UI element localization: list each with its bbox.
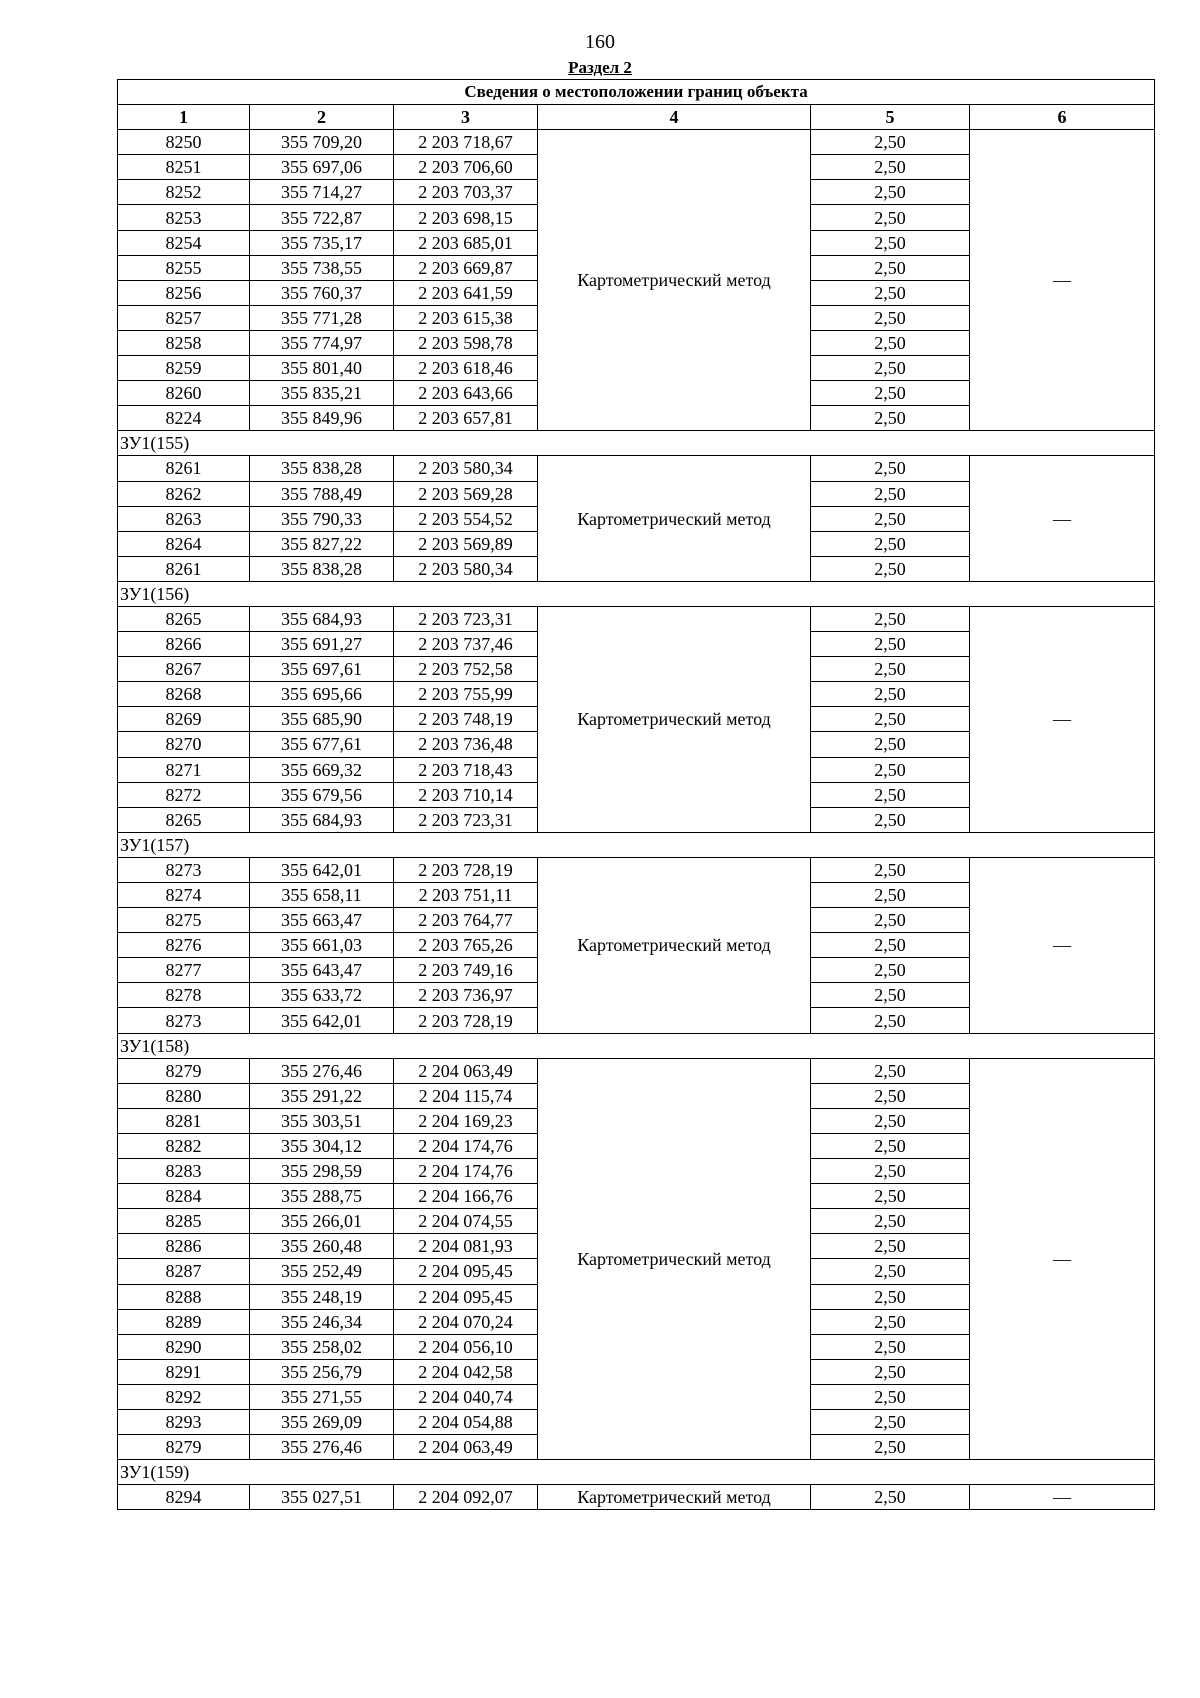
x-coordinate-cell: 355 691,27 [250,632,394,657]
accuracy-cell: 2,50 [811,1309,970,1334]
y-coordinate-cell: 2 203 641,59 [394,280,538,305]
y-coordinate-cell: 2 203 749,16 [394,958,538,983]
y-coordinate-cell: 2 203 751,11 [394,883,538,908]
point-number-cell: 8264 [118,531,250,556]
accuracy-cell: 2,50 [811,1384,970,1409]
method-cell: Картометрический метод [538,606,811,832]
column-6-cell: — [970,857,1155,1033]
accuracy-cell: 2,50 [811,1485,970,1510]
y-coordinate-cell: 2 203 706,60 [394,155,538,180]
accuracy-cell: 2,50 [811,682,970,707]
accuracy-cell: 2,50 [811,280,970,305]
point-number-cell: 8250 [118,130,250,155]
accuracy-cell: 2,50 [811,707,970,732]
y-coordinate-cell: 2 203 748,19 [394,707,538,732]
y-coordinate-cell: 2 204 174,76 [394,1159,538,1184]
accuracy-cell: 2,50 [811,481,970,506]
x-coordinate-cell: 355 685,90 [250,707,394,732]
y-coordinate-cell: 2 203 710,14 [394,782,538,807]
point-number-cell: 8293 [118,1409,250,1434]
accuracy-cell: 2,50 [811,983,970,1008]
point-number-cell: 8285 [118,1209,250,1234]
y-coordinate-cell: 2 203 765,26 [394,933,538,958]
method-cell: Картометрический метод [538,1058,811,1460]
accuracy-cell: 2,50 [811,180,970,205]
accuracy-cell: 2,50 [811,1209,970,1234]
group-label: ЗУ1(156) [118,581,1155,606]
point-number-cell: 8271 [118,757,250,782]
y-coordinate-cell: 2 204 081,93 [394,1234,538,1259]
x-coordinate-cell: 355 291,22 [250,1083,394,1108]
x-coordinate-cell: 355 760,37 [250,280,394,305]
point-number-cell: 8281 [118,1108,250,1133]
accuracy-cell: 2,50 [811,1435,970,1460]
y-coordinate-cell: 2 203 569,28 [394,481,538,506]
accuracy-cell: 2,50 [811,632,970,657]
accuracy-cell: 2,50 [811,958,970,983]
x-coordinate-cell: 355 679,56 [250,782,394,807]
y-coordinate-cell: 2 203 736,48 [394,732,538,757]
column-6-cell: — [970,1058,1155,1460]
point-number-cell: 8284 [118,1184,250,1209]
x-coordinate-cell: 355 714,27 [250,180,394,205]
point-number-cell: 8277 [118,958,250,983]
y-coordinate-cell: 2 203 723,31 [394,606,538,631]
table-caption-row [118,80,1155,105]
accuracy-cell: 2,50 [811,356,970,381]
y-coordinate-cell: 2 203 728,19 [394,1008,538,1033]
point-number-cell: 8274 [118,883,250,908]
y-coordinate-cell: 2 203 737,46 [394,632,538,657]
x-coordinate-cell: 355 695,66 [250,682,394,707]
x-coordinate-cell: 355 722,87 [250,205,394,230]
accuracy-cell: 2,50 [811,1008,970,1033]
point-number-cell: 8252 [118,180,250,205]
y-coordinate-cell: 2 203 598,78 [394,330,538,355]
x-coordinate-cell: 355 835,21 [250,381,394,406]
x-coordinate-cell: 355 271,55 [250,1384,394,1409]
x-coordinate-cell: 355 260,48 [250,1234,394,1259]
y-coordinate-cell: 2 203 736,97 [394,983,538,1008]
accuracy-cell: 2,50 [811,305,970,330]
x-coordinate-cell: 355 246,34 [250,1309,394,1334]
point-number-cell: 8270 [118,732,250,757]
column-6-cell: — [970,606,1155,832]
accuracy-cell: 2,50 [811,1159,970,1184]
y-coordinate-cell: 2 203 580,34 [394,456,538,481]
accuracy-cell: 2,50 [811,657,970,682]
y-coordinate-cell: 2 203 752,58 [394,657,538,682]
table-row [118,1485,1155,1510]
y-coordinate-cell: 2 204 092,07 [394,1485,538,1510]
y-coordinate-cell: 2 203 657,81 [394,406,538,431]
accuracy-cell: 2,50 [811,1359,970,1384]
column-header: 5 [811,105,970,130]
accuracy-cell: 2,50 [811,1184,970,1209]
accuracy-cell: 2,50 [811,230,970,255]
point-number-cell: 8260 [118,381,250,406]
point-number-cell: 8276 [118,933,250,958]
accuracy-cell: 2,50 [811,1108,970,1133]
x-coordinate-cell: 355 269,09 [250,1409,394,1434]
point-number-cell: 8266 [118,632,250,657]
table-row [118,857,1155,882]
point-number-cell: 8283 [118,1159,250,1184]
group-label-row [118,581,1155,606]
table-header-row [118,105,1155,130]
accuracy-cell: 2,50 [811,330,970,355]
group-label: ЗУ1(158) [118,1033,1155,1058]
accuracy-cell: 2,50 [811,205,970,230]
x-coordinate-cell: 355 771,28 [250,305,394,330]
point-number-cell: 8268 [118,682,250,707]
point-number-cell: 8280 [118,1083,250,1108]
y-coordinate-cell: 2 203 685,01 [394,230,538,255]
point-number-cell: 8292 [118,1384,250,1409]
point-number-cell: 8289 [118,1309,250,1334]
x-coordinate-cell: 355 838,28 [250,456,394,481]
column-header: 2 [250,105,394,130]
y-coordinate-cell: 2 203 615,38 [394,305,538,330]
point-number-cell: 8261 [118,556,250,581]
accuracy-cell: 2,50 [811,1083,970,1108]
y-coordinate-cell: 2 203 580,34 [394,556,538,581]
table-body [118,130,1155,1510]
point-number-cell: 8275 [118,908,250,933]
group-label-row [118,1460,1155,1485]
x-coordinate-cell: 355 633,72 [250,983,394,1008]
x-coordinate-cell: 355 027,51 [250,1485,394,1510]
x-coordinate-cell: 355 738,55 [250,255,394,280]
y-coordinate-cell: 2 203 718,67 [394,130,538,155]
x-coordinate-cell: 355 697,06 [250,155,394,180]
point-number-cell: 8273 [118,1008,250,1033]
accuracy-cell: 2,50 [811,1259,970,1284]
point-number-cell: 8253 [118,205,250,230]
y-coordinate-cell: 2 204 042,58 [394,1359,538,1384]
column-header: 3 [394,105,538,130]
x-coordinate-cell: 355 276,46 [250,1058,394,1083]
point-number-cell: 8269 [118,707,250,732]
table-row [118,130,1155,155]
y-coordinate-cell: 2 203 728,19 [394,857,538,882]
accuracy-cell: 2,50 [811,757,970,782]
y-coordinate-cell: 2 203 703,37 [394,180,538,205]
x-coordinate-cell: 355 303,51 [250,1108,394,1133]
group-label-row [118,832,1155,857]
x-coordinate-cell: 355 266,01 [250,1209,394,1234]
accuracy-cell: 2,50 [811,1058,970,1083]
point-number-cell: 8258 [118,330,250,355]
x-coordinate-cell: 355 697,61 [250,657,394,682]
coordinates-table [117,79,1155,1510]
y-coordinate-cell: 2 204 074,55 [394,1209,538,1234]
x-coordinate-cell: 355 709,20 [250,130,394,155]
accuracy-cell: 2,50 [811,1133,970,1158]
point-number-cell: 8286 [118,1234,250,1259]
point-number-cell: 8282 [118,1133,250,1158]
accuracy-cell: 2,50 [811,807,970,832]
point-number-cell: 8265 [118,807,250,832]
table-row [118,1058,1155,1083]
accuracy-cell: 2,50 [811,933,970,958]
x-coordinate-cell: 355 735,17 [250,230,394,255]
column-6-cell: — [970,1485,1155,1510]
column-6-cell: — [970,130,1155,431]
y-coordinate-cell: 2 204 174,76 [394,1133,538,1158]
accuracy-cell: 2,50 [811,1234,970,1259]
accuracy-cell: 2,50 [811,1334,970,1359]
accuracy-cell: 2,50 [811,732,970,757]
x-coordinate-cell: 355 252,49 [250,1259,394,1284]
point-number-cell: 8272 [118,782,250,807]
x-coordinate-cell: 355 256,79 [250,1359,394,1384]
y-coordinate-cell: 2 204 095,45 [394,1284,538,1309]
group-label: ЗУ1(157) [118,832,1155,857]
column-header: 4 [538,105,811,130]
accuracy-cell: 2,50 [811,883,970,908]
point-number-cell: 8261 [118,456,250,481]
y-coordinate-cell: 2 204 063,49 [394,1058,538,1083]
method-cell: Картометрический метод [538,1485,811,1510]
point-number-cell: 8263 [118,506,250,531]
x-coordinate-cell: 355 684,93 [250,606,394,631]
accuracy-cell: 2,50 [811,381,970,406]
x-coordinate-cell: 355 827,22 [250,531,394,556]
accuracy-cell: 2,50 [811,130,970,155]
x-coordinate-cell: 355 801,40 [250,356,394,381]
x-coordinate-cell: 355 288,75 [250,1184,394,1209]
section-title: Раздел 2 [568,58,632,77]
point-number-cell: 8267 [118,657,250,682]
point-number-cell: 8265 [118,606,250,631]
method-cell: Картометрический метод [538,130,811,431]
accuracy-cell: 2,50 [811,857,970,882]
y-coordinate-cell: 2 203 764,77 [394,908,538,933]
accuracy-cell: 2,50 [811,606,970,631]
column-6-cell: — [970,456,1155,581]
point-number-cell: 8288 [118,1284,250,1309]
point-number-cell: 8254 [118,230,250,255]
accuracy-cell: 2,50 [811,908,970,933]
y-coordinate-cell: 2 203 755,99 [394,682,538,707]
point-number-cell: 8273 [118,857,250,882]
x-coordinate-cell: 355 677,61 [250,732,394,757]
point-number-cell: 8251 [118,155,250,180]
table-row [118,606,1155,631]
table-caption: Сведения о местоположении границ объекта [118,80,1155,105]
point-number-cell: 8224 [118,406,250,431]
accuracy-cell: 2,50 [811,155,970,180]
point-number-cell: 8287 [118,1259,250,1284]
point-number-cell: 8257 [118,305,250,330]
x-coordinate-cell: 355 661,03 [250,933,394,958]
point-number-cell: 8279 [118,1058,250,1083]
point-number-cell: 8259 [118,356,250,381]
table-row [118,456,1155,481]
x-coordinate-cell: 355 849,96 [250,406,394,431]
column-header: 6 [970,105,1155,130]
y-coordinate-cell: 2 203 723,31 [394,807,538,832]
method-cell: Картометрический метод [538,456,811,581]
y-coordinate-cell: 2 204 054,88 [394,1409,538,1434]
x-coordinate-cell: 355 658,11 [250,883,394,908]
y-coordinate-cell: 2 203 643,66 [394,381,538,406]
point-number-cell: 8279 [118,1435,250,1460]
column-header: 1 [118,105,250,130]
y-coordinate-cell: 2 204 040,74 [394,1384,538,1409]
x-coordinate-cell: 355 298,59 [250,1159,394,1184]
x-coordinate-cell: 355 790,33 [250,506,394,531]
x-coordinate-cell: 355 838,28 [250,556,394,581]
accuracy-cell: 2,50 [811,1284,970,1309]
point-number-cell: 8262 [118,481,250,506]
x-coordinate-cell: 355 276,46 [250,1435,394,1460]
y-coordinate-cell: 2 204 115,74 [394,1083,538,1108]
y-coordinate-cell: 2 204 169,23 [394,1108,538,1133]
accuracy-cell: 2,50 [811,456,970,481]
accuracy-cell: 2,50 [811,255,970,280]
y-coordinate-cell: 2 204 166,76 [394,1184,538,1209]
x-coordinate-cell: 355 788,49 [250,481,394,506]
x-coordinate-cell: 355 642,01 [250,857,394,882]
y-coordinate-cell: 2 203 554,52 [394,506,538,531]
group-label-row [118,431,1155,456]
y-coordinate-cell: 2 203 698,15 [394,205,538,230]
y-coordinate-cell: 2 203 618,46 [394,356,538,381]
accuracy-cell: 2,50 [811,1409,970,1434]
point-number-cell: 8255 [118,255,250,280]
x-coordinate-cell: 355 774,97 [250,330,394,355]
x-coordinate-cell: 355 684,93 [250,807,394,832]
point-number-cell: 8278 [118,983,250,1008]
accuracy-cell: 2,50 [811,782,970,807]
x-coordinate-cell: 355 663,47 [250,908,394,933]
point-number-cell: 8290 [118,1334,250,1359]
x-coordinate-cell: 355 669,32 [250,757,394,782]
page-number: 160 [585,31,615,53]
point-number-cell: 8256 [118,280,250,305]
y-coordinate-cell: 2 204 056,10 [394,1334,538,1359]
accuracy-cell: 2,50 [811,406,970,431]
x-coordinate-cell: 355 304,12 [250,1133,394,1158]
group-label: ЗУ1(159) [118,1460,1155,1485]
point-number-cell: 8291 [118,1359,250,1384]
y-coordinate-cell: 2 203 718,43 [394,757,538,782]
point-number-cell: 8294 [118,1485,250,1510]
x-coordinate-cell: 355 643,47 [250,958,394,983]
y-coordinate-cell: 2 204 095,45 [394,1259,538,1284]
accuracy-cell: 2,50 [811,506,970,531]
accuracy-cell: 2,50 [811,531,970,556]
accuracy-cell: 2,50 [811,556,970,581]
x-coordinate-cell: 355 642,01 [250,1008,394,1033]
x-coordinate-cell: 355 248,19 [250,1284,394,1309]
y-coordinate-cell: 2 204 070,24 [394,1309,538,1334]
group-label: ЗУ1(155) [118,431,1155,456]
group-label-row [118,1033,1155,1058]
method-cell: Картометрический метод [538,857,811,1033]
y-coordinate-cell: 2 203 569,89 [394,531,538,556]
y-coordinate-cell: 2 203 669,87 [394,255,538,280]
y-coordinate-cell: 2 204 063,49 [394,1435,538,1460]
x-coordinate-cell: 355 258,02 [250,1334,394,1359]
